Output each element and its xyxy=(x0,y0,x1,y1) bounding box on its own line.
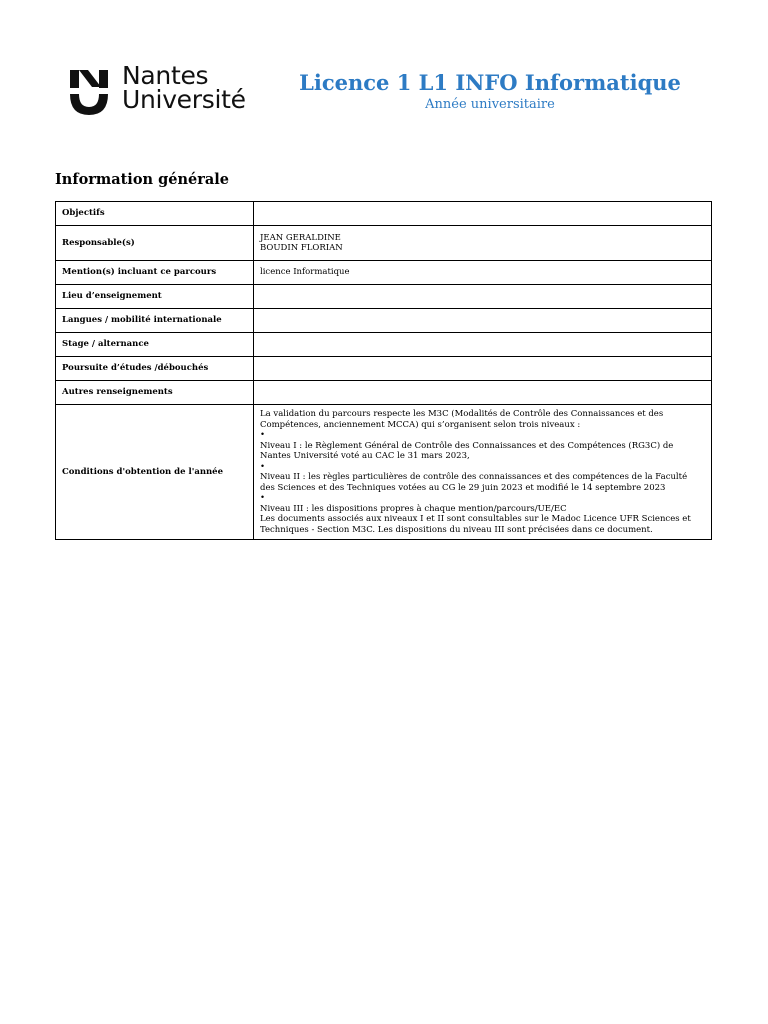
row-label-autres: Autres renseignements xyxy=(56,381,254,405)
row-value-conditions xyxy=(254,405,712,540)
section-heading: Information générale xyxy=(55,171,229,188)
conditions-text-line: Niveau I : le Règlement Général de Contrôle des Connaissances et des Compétences (RG3C) de xyxy=(260,440,674,451)
conditions-text-line: La validation du parcours respecte les M3C (Modalités de Contrôle des Connaissances et des xyxy=(260,409,664,419)
table-row xyxy=(56,381,712,405)
row-value-poursuite xyxy=(254,357,712,381)
table-row xyxy=(56,285,712,309)
row-value-autres xyxy=(254,381,712,405)
row-value-responsables xyxy=(254,226,712,261)
nantes-universite-logo xyxy=(70,61,262,117)
responsable-name: BOUDIN FLORIAN xyxy=(260,243,343,253)
table-row xyxy=(56,261,712,285)
row-label-conditions: Conditions d'obtention de l'année xyxy=(56,405,254,540)
row-value-langues xyxy=(254,309,712,333)
row-label-langues: Langues / mobilité internationale xyxy=(56,309,254,333)
row-value-objectifs xyxy=(254,202,712,226)
conditions-text-line: Nantes Université voté au CAC le 31 mars 2023, xyxy=(260,451,470,461)
responsable-name: JEAN GERALDINE xyxy=(260,232,341,243)
row-label-lieu: Lieu d’enseignement xyxy=(56,285,254,309)
bullet-icon: • xyxy=(260,461,266,472)
row-value-lieu xyxy=(254,285,712,309)
table-row xyxy=(56,357,712,381)
table-row xyxy=(56,333,712,357)
general-information-table xyxy=(55,201,712,540)
bullet-icon: • xyxy=(260,493,266,503)
row-label-stage: Stage / alternance xyxy=(56,333,254,357)
conditions-text-line: Techniques - Section M3C. Les dispositions du niveau III sont précisées dans ce document. xyxy=(260,524,653,535)
conditions-text-line: des Sciences et des Techniques votées au CG le 29 juin 2023 et modifié le 14 septembre 2023 xyxy=(260,482,666,493)
row-value-mentions: licence Informatique xyxy=(254,261,712,285)
program-title: Licence 1 L1 INFO Informatique xyxy=(299,70,681,95)
logo-wordmark-line2: Université xyxy=(122,85,246,114)
nantes-universite-logo-mark-icon xyxy=(70,69,118,117)
row-label-responsables: Responsable(s) xyxy=(56,226,254,261)
conditions-text-line: Niveau II : les règles particulières de contrôle des connaissances et des compétences de la Faculté xyxy=(260,472,688,482)
table-row xyxy=(56,309,712,333)
academic-year-subtitle: Année universitaire xyxy=(425,97,555,112)
bullet-icon: • xyxy=(260,430,266,440)
row-label-mentions: Mention(s) incluant ce parcours xyxy=(56,261,254,285)
table-row xyxy=(56,405,712,540)
table-row xyxy=(56,226,712,261)
conditions-text-line: Compétences, anciennement MCCA) qui s’organisent selon trois niveaux : xyxy=(260,419,581,430)
logo-wordmark xyxy=(122,61,246,114)
conditions-text-line: Les documents associés aux niveaux I et II sont consultables sur le Madoc Licence UFR Sciences et xyxy=(260,514,691,524)
logo-wordmark-line1: Nantes xyxy=(122,61,209,90)
table-row xyxy=(56,202,712,226)
row-label-poursuite: Poursuite d’études /débouchés xyxy=(56,357,254,381)
conditions-text-line: Niveau III : les dispositions propres à chaque mention/parcours/UE/EC xyxy=(260,503,567,514)
row-label-objectifs: Objectifs xyxy=(56,202,254,226)
row-value-stage xyxy=(254,333,712,357)
